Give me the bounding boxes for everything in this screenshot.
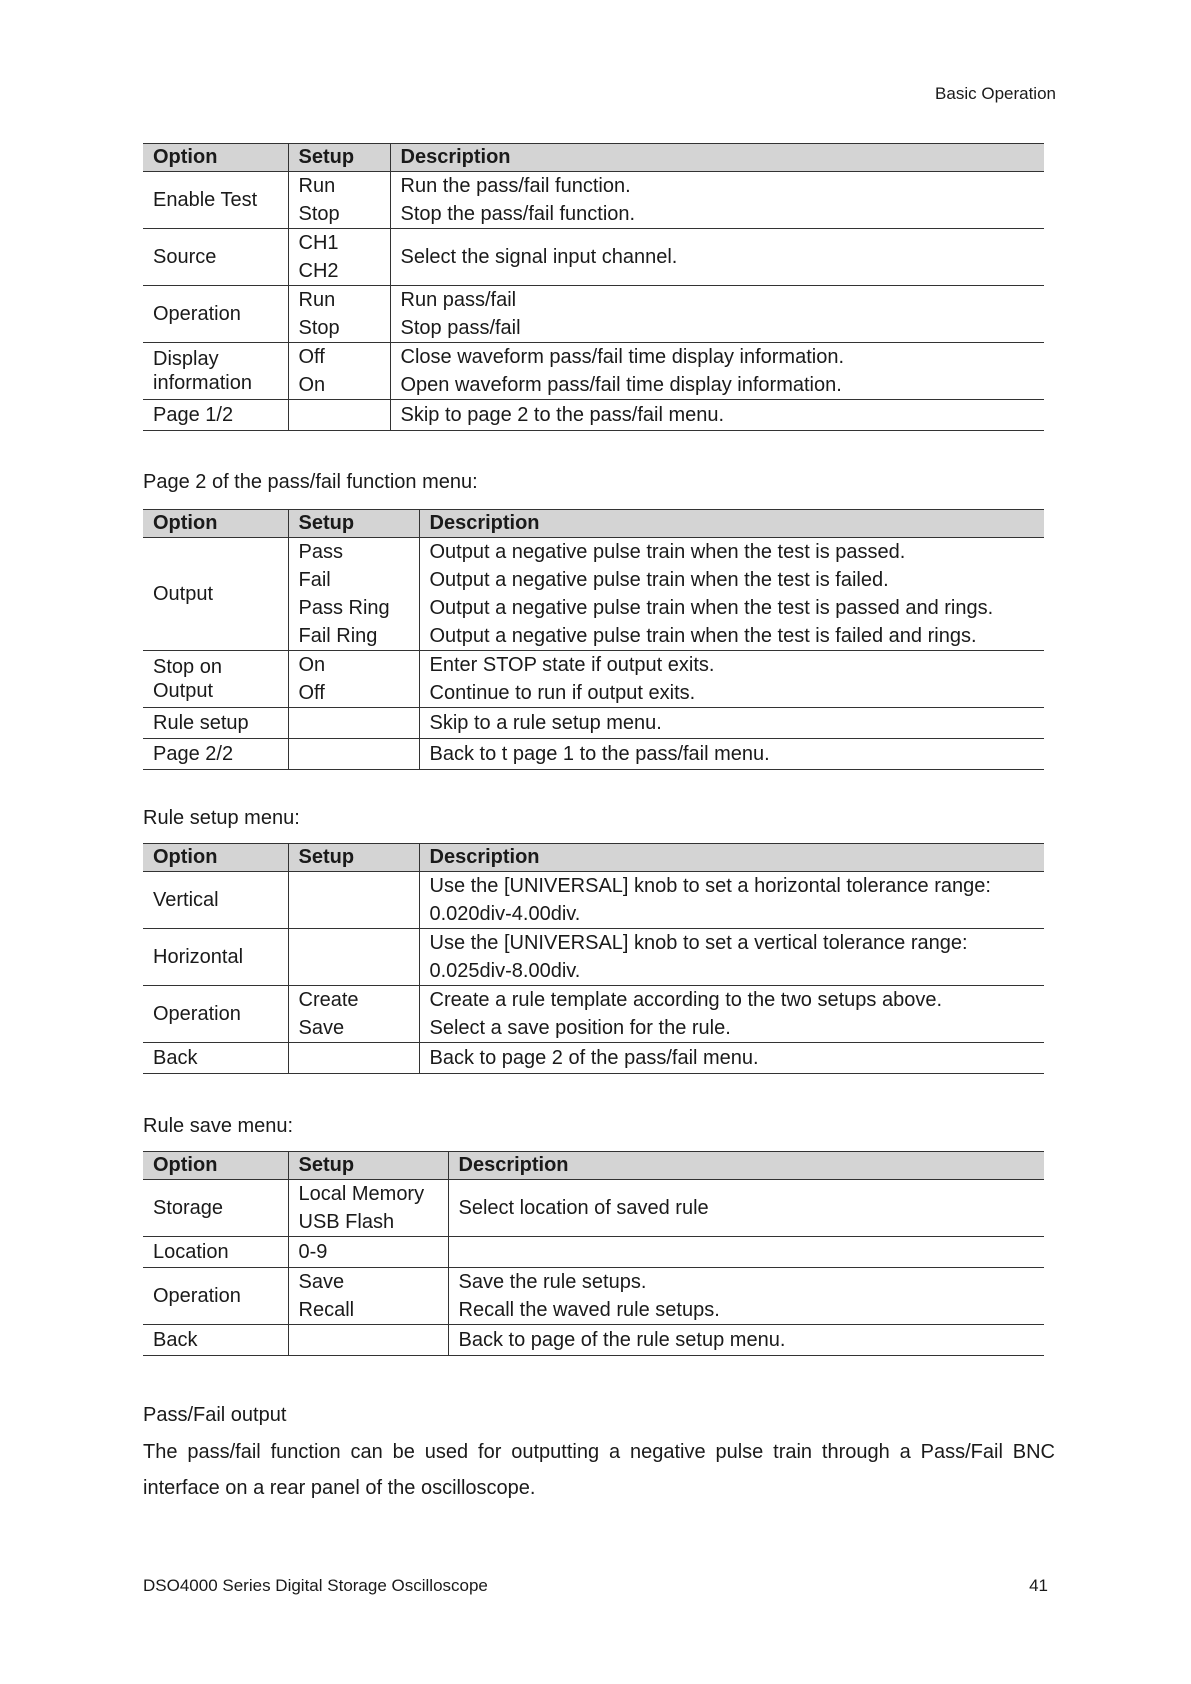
desc-text: Select a save position for the rule.	[429, 1017, 731, 1039]
desc-text: 0.025div-8.00div.	[429, 960, 581, 982]
pass-fail-page1-table	[143, 143, 1044, 431]
caption-page2: Page 2 of the pass/fail function menu:	[143, 471, 478, 493]
setup-cell	[288, 986, 419, 1043]
option-cell	[143, 1237, 288, 1268]
column-header: Option	[143, 1152, 288, 1180]
column-header: Option	[143, 844, 288, 872]
setup-cell	[288, 172, 390, 229]
option-cell	[143, 929, 288, 986]
option-cell	[143, 538, 288, 651]
column-header: Description	[419, 510, 1044, 538]
setup-cell	[288, 229, 390, 286]
body-paragraph: The pass/fail function can be used for outputting a negative pulse train through a Pass/Fail BNC interface on a rear panel of the oscilloscope.	[143, 1441, 1055, 1499]
desc-cell	[419, 538, 1044, 651]
option-cell	[143, 400, 288, 431]
desc-text: Back to t page 1 to the pass/fail menu.	[429, 743, 770, 765]
desc-cell	[390, 286, 1044, 343]
table-row	[143, 538, 1044, 651]
section-title: Pass/Fail output	[143, 1404, 287, 1426]
setup-text: Fail Ring	[298, 625, 378, 647]
caption-rule-save: Rule save menu:	[143, 1115, 294, 1137]
desc-text: Output a negative pulse train when the test is passed and rings.	[429, 597, 994, 619]
desc-text: Recall the waved rule setups.	[458, 1299, 720, 1321]
table-row	[143, 929, 1044, 986]
desc-text: Close waveform pass/fail time display information.	[400, 346, 845, 368]
column-header: Description	[448, 1152, 1044, 1180]
column-header: Description	[390, 144, 1044, 172]
table-row	[143, 739, 1044, 770]
desc-text: Output a negative pulse train when the test is failed and rings.	[429, 625, 977, 647]
option-text: information	[153, 372, 252, 394]
setup-text: 0-9	[298, 1241, 328, 1263]
setup-cell	[288, 1237, 448, 1268]
desc-text: Run pass/fail	[400, 289, 517, 311]
setup-text: CH2	[298, 260, 339, 282]
option-text: Back	[153, 1047, 198, 1069]
option-cell	[143, 739, 288, 770]
table-row	[143, 651, 1044, 708]
desc-text: Save the rule setups.	[458, 1271, 647, 1293]
column-header: Setup	[288, 844, 419, 872]
setup-cell	[288, 1325, 448, 1356]
desc-cell	[448, 1268, 1044, 1325]
desc-cell	[448, 1237, 1044, 1268]
option-text: Storage	[153, 1197, 224, 1219]
option-cell	[143, 651, 288, 708]
running-header: Basic Operation	[935, 84, 1056, 103]
setup-text: Off	[298, 682, 325, 704]
page-number: 41	[1029, 1576, 1048, 1595]
desc-cell	[419, 1043, 1044, 1074]
rule-save-table	[143, 1151, 1044, 1356]
setup-text: Pass Ring	[298, 597, 390, 619]
desc-text: Stop the pass/fail function.	[400, 203, 636, 225]
table-row	[143, 1325, 1044, 1356]
desc-cell	[448, 1180, 1044, 1237]
table-row	[143, 1268, 1044, 1325]
desc-cell	[419, 739, 1044, 770]
setup-text: Stop	[298, 317, 340, 339]
setup-text: Local Memory	[298, 1183, 425, 1205]
desc-text: Skip to page 2 to the pass/fail menu.	[400, 404, 725, 426]
desc-text: Back to page of the rule setup menu.	[458, 1329, 786, 1351]
option-text: Output	[153, 583, 214, 605]
desc-cell	[419, 651, 1044, 708]
option-text: Output	[153, 680, 214, 702]
desc-cell	[390, 172, 1044, 229]
setup-text: USB Flash	[298, 1211, 395, 1233]
desc-text: Stop pass/fail	[400, 317, 521, 339]
table-row	[143, 872, 1044, 929]
desc-cell	[390, 400, 1044, 431]
setup-cell	[288, 400, 390, 431]
option-text: Rule setup	[153, 712, 249, 734]
column-header: Setup	[288, 510, 419, 538]
setup-cell	[288, 286, 390, 343]
rule-setup-table	[143, 843, 1044, 1074]
setup-text: Fail	[298, 569, 331, 591]
table-row	[143, 1043, 1044, 1074]
setup-cell	[288, 538, 419, 651]
desc-text: Back to page 2 of the pass/fail menu.	[429, 1047, 759, 1069]
desc-text: 0.020div-4.00div.	[429, 903, 581, 925]
desc-text: Output a negative pulse train when the test is passed.	[429, 541, 906, 563]
setup-cell	[288, 1180, 448, 1237]
caption-rule-setup: Rule setup menu:	[143, 807, 300, 829]
setup-text: On	[298, 654, 326, 676]
setup-cell	[288, 1268, 448, 1325]
setup-text: Save	[298, 1271, 345, 1293]
option-cell	[143, 229, 288, 286]
option-text: Vertical	[153, 889, 219, 911]
column-header: Setup	[288, 1152, 448, 1180]
column-header: Option	[143, 144, 288, 172]
option-text: Location	[153, 1241, 229, 1263]
setup-cell	[288, 343, 390, 400]
desc-text: Run the pass/fail function.	[400, 175, 631, 197]
column-header: Description	[419, 844, 1044, 872]
desc-text: Output a negative pulse train when the test is failed.	[429, 569, 889, 591]
option-text: Operation	[153, 303, 241, 325]
setup-text: Recall	[298, 1299, 355, 1321]
setup-text: Pass	[298, 541, 343, 563]
table-row	[143, 343, 1044, 400]
setup-text: Save	[298, 1017, 345, 1039]
option-text: Page 2/2	[153, 743, 234, 765]
option-cell	[143, 1325, 288, 1356]
table-row	[143, 1237, 1044, 1268]
desc-cell	[419, 986, 1044, 1043]
desc-cell	[419, 708, 1044, 739]
option-cell	[143, 872, 288, 929]
option-text: Display	[153, 348, 219, 370]
desc-cell	[390, 229, 1044, 286]
desc-text: Continue to run if output exits.	[429, 682, 696, 704]
desc-text: Create a rule template according to the two setups above.	[429, 989, 943, 1011]
option-text: Back	[153, 1329, 198, 1351]
option-text: Enable Test	[153, 189, 258, 211]
setup-text: On	[298, 374, 326, 396]
desc-cell	[419, 872, 1044, 929]
column-header: Option	[143, 510, 288, 538]
desc-text: Open waveform pass/fail time display information.	[400, 374, 842, 396]
option-cell	[143, 172, 288, 229]
table-row	[143, 229, 1044, 286]
option-text: Source	[153, 246, 217, 268]
option-text: Page 1/2	[153, 404, 234, 426]
option-cell	[143, 286, 288, 343]
setup-cell	[288, 651, 419, 708]
setup-text: Run	[298, 289, 336, 311]
option-cell	[143, 708, 288, 739]
desc-text: Skip to a rule setup menu.	[429, 712, 662, 734]
desc-text: Use the [UNIVERSAL] knob to set a vertical tolerance range:	[429, 932, 968, 954]
option-text: Operation	[153, 1003, 241, 1025]
desc-cell	[448, 1325, 1044, 1356]
table-row	[143, 986, 1044, 1043]
desc-text: Use the [UNIVERSAL] knob to set a horizontal tolerance range:	[429, 875, 991, 897]
option-cell	[143, 1043, 288, 1074]
table-row	[143, 400, 1044, 431]
table-row	[143, 286, 1044, 343]
option-text: Stop on	[153, 656, 222, 678]
table-row	[143, 708, 1044, 739]
setup-cell	[288, 739, 419, 770]
desc-text: Enter STOP state if output exits.	[429, 654, 715, 676]
pass-fail-page2-table	[143, 509, 1044, 770]
table-row	[143, 172, 1044, 229]
option-text: Operation	[153, 1285, 241, 1307]
setup-text: Create	[298, 989, 359, 1011]
setup-cell	[288, 708, 419, 739]
setup-text: Stop	[298, 203, 340, 225]
option-cell	[143, 1268, 288, 1325]
option-text: Horizontal	[153, 946, 244, 968]
column-header: Setup	[288, 144, 390, 172]
setup-cell	[288, 1043, 419, 1074]
desc-cell	[390, 343, 1044, 400]
option-cell	[143, 1180, 288, 1237]
desc-cell	[419, 929, 1044, 986]
option-cell	[143, 343, 288, 400]
option-cell	[143, 986, 288, 1043]
desc-text: Select location of saved rule	[458, 1197, 709, 1219]
footer-doc-title: DSO4000 Series Digital Storage Oscilloscope	[143, 1576, 488, 1595]
setup-text: Run	[298, 175, 336, 197]
desc-text: Select the signal input channel.	[400, 246, 678, 268]
setup-cell	[288, 929, 419, 986]
setup-text: Off	[298, 346, 325, 368]
table-row	[143, 1180, 1044, 1237]
setup-text: CH1	[298, 232, 339, 254]
setup-cell	[288, 872, 419, 929]
